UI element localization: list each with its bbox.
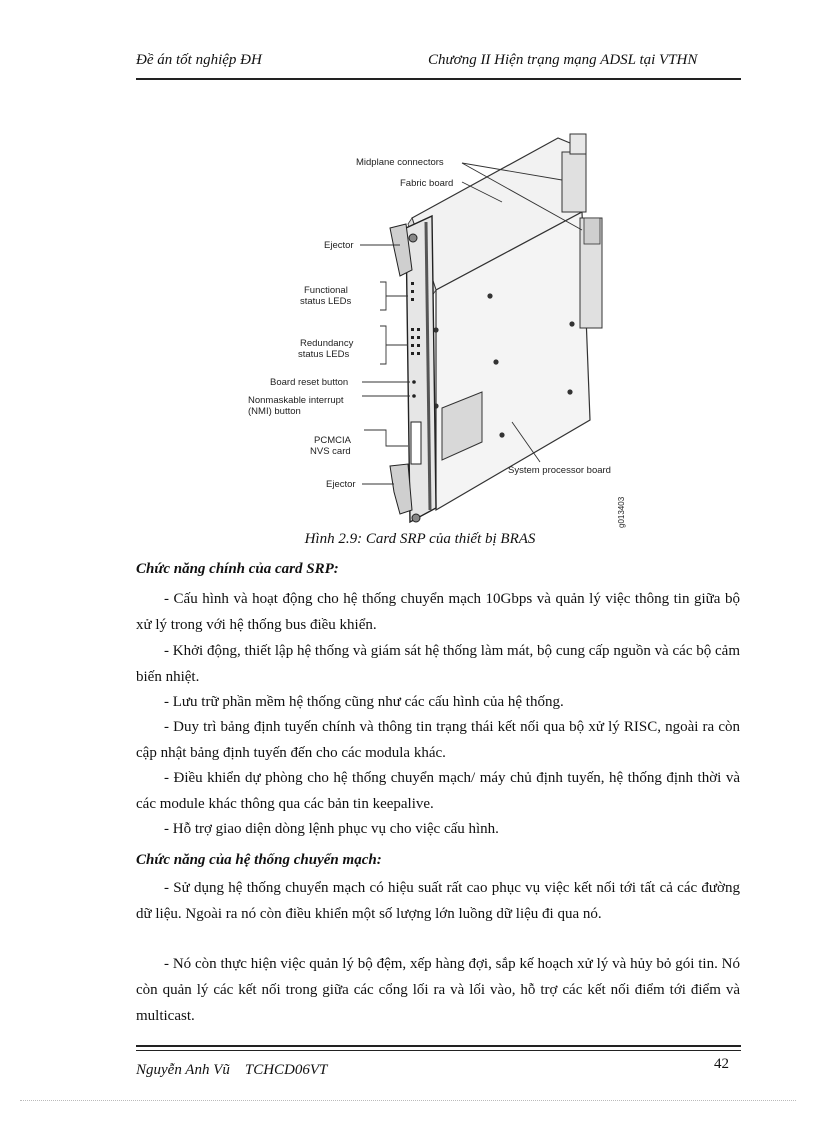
ejector-bottom-screw bbox=[412, 514, 420, 522]
srp-item-1: - Cấu hình và hoạt động cho hệ thống chuyển mạch 10Gbps và quản lý việc thông tin giữa bộ xử lý trong với hệ thống bus điều khiển. bbox=[136, 591, 740, 633]
midplane-connector-top bbox=[562, 152, 586, 212]
srp-item-6: - Hỗ trợ giao diện dòng lệnh phục vụ cho việc cấu hình. bbox=[164, 821, 499, 837]
midplane-connector-bottom-cap bbox=[584, 218, 600, 244]
header-left: Đề án tốt nghiệp ĐH bbox=[136, 52, 262, 68]
nmi-button-shape bbox=[412, 394, 416, 398]
figure-caption: Hình 2.9: Card SRP của thiết bị BRAS bbox=[304, 531, 536, 547]
label-functional-2: status LEDs bbox=[300, 296, 352, 307]
label-pcmcia-1: PCMCIA bbox=[314, 435, 351, 446]
label-figure-code: g013403 bbox=[617, 496, 626, 528]
srp-card-illustration bbox=[240, 130, 635, 530]
srp-item-4: - Duy trì bảng định tuyến chính và thông tin trạng thái kết nối qua bộ xử lý RISC, ngoài ra còn cập nhật bảng định tuyến đến cho các modula khác. bbox=[136, 719, 740, 761]
label-board-reset: Board reset button bbox=[270, 377, 349, 388]
footer-author: Nguyễn Anh Vũ TCHCD06VT bbox=[136, 1062, 328, 1078]
label-pcmcia-2: NVS card bbox=[310, 446, 351, 457]
label-functional-1: Functional bbox=[304, 285, 348, 296]
midplane-connector-top-cap bbox=[570, 134, 586, 154]
header-right: Chương II Hiện trạng mạng ADSL tại VTHN bbox=[428, 52, 698, 68]
ejector-top-screw bbox=[409, 234, 417, 242]
label-fabric-board: Fabric board bbox=[400, 178, 454, 189]
page-number: 42 bbox=[714, 1056, 729, 1072]
label-midplane-connectors: Midplane connectors bbox=[356, 157, 444, 168]
footer-rule-thin bbox=[136, 1050, 741, 1051]
section-heading-switching: Chức năng của hệ thống chuyển mạch: bbox=[136, 852, 382, 868]
header-rule bbox=[136, 78, 741, 80]
board-reset-button-shape bbox=[412, 380, 416, 384]
figure-srp-card bbox=[240, 130, 635, 530]
label-ejector-top: Ejector bbox=[324, 240, 354, 251]
ejector-bottom-shape bbox=[390, 464, 412, 514]
switching-item-1: - Sử dụng hệ thống chuyển mạch có hiệu suất rất cao phục vụ việc kết nối tới tất cả các đường dữ liệu. Ngoài ra nó còn điều khiển một số lượng lớn luồng dữ liệu đi qua nó. bbox=[136, 880, 740, 922]
switching-item-2: - Nó còn thực hiện việc quản lý bộ đệm, xếp hàng đợi, sắp kế hoạch xử lý và hủy bỏ gói tin. Nó còn quản lý các kết nối trong giữa các cổng lối ra và lối vào, hỗ trợ các kết nối điểm tới điểm và multicast. bbox=[136, 956, 740, 1024]
label-nmi-2: (NMI) button bbox=[248, 406, 301, 417]
srp-item-2: - Khởi động, thiết lập hệ thống và giám sát hệ thống làm mát, bộ cung cấp nguồn và các bộ cảm biến nhiệt. bbox=[136, 643, 740, 685]
label-redundancy-2: status LEDs bbox=[298, 349, 350, 360]
label-system-processor-board: System processor board bbox=[508, 465, 611, 476]
label-nmi-1: Nonmaskable interrupt bbox=[248, 395, 344, 406]
footer-rule-thick bbox=[136, 1045, 741, 1047]
srp-item-5: - Điều khiển dự phòng cho hệ thống chuyển mạch/ máy chủ định tuyến, hệ thống định thời và các module khác thông qua các bản tin keepalive. bbox=[136, 770, 740, 812]
label-redundancy-1: Redundancy bbox=[300, 338, 354, 349]
pcmcia-card-shape bbox=[411, 422, 421, 464]
page-bottom-border bbox=[20, 1100, 796, 1101]
section-heading-srp: Chức năng chính của card SRP: bbox=[136, 561, 339, 577]
label-ejector-bottom: Ejector bbox=[326, 479, 356, 490]
srp-item-3: - Lưu trữ phần mềm hệ thống cũng như các cấu hình của hệ thống. bbox=[164, 694, 564, 710]
